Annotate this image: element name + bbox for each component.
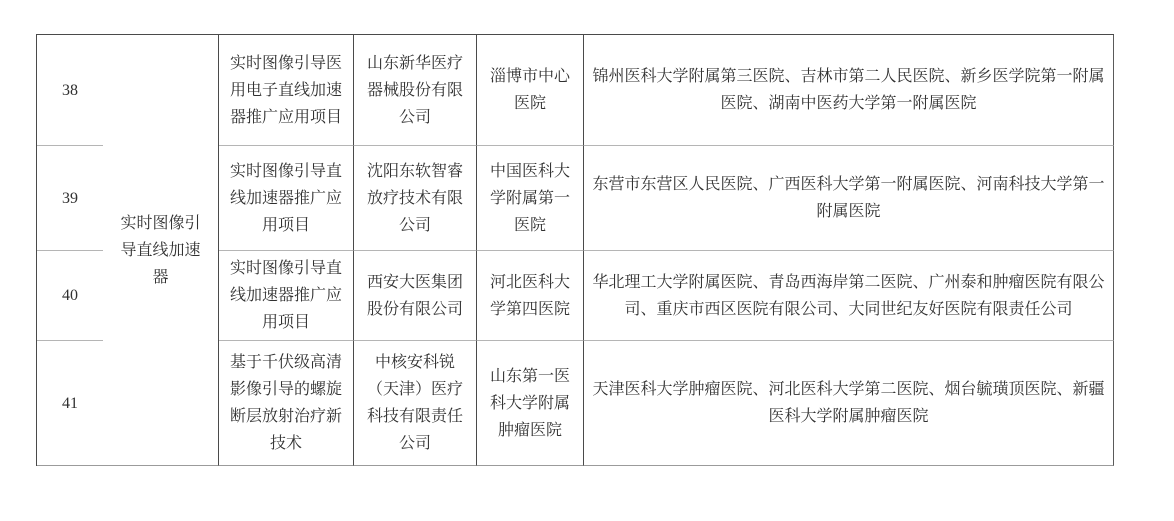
project-name-cell: 实时图像引导直线加速器推广应用项目 — [219, 146, 354, 251]
company-cell: 中核安科锐（天津）医疗科技有限责任公司 — [354, 341, 477, 466]
promotion-hospitals-cell: 天津医科大学肿瘤医院、河北医科大学第二医院、烟台毓璜顶医院、新疆医科大学附属肿瘤医院 — [584, 341, 1114, 466]
project-name-cell: 基于千伏级高清影像引导的螺旋断层放射治疗新技术 — [219, 341, 354, 466]
lead-hospital-cell: 河北医科大学第四医院 — [477, 251, 584, 341]
category-cell: 实时图像引导直线加速器 — [103, 35, 219, 466]
company-cell: 西安大医集团股份有限公司 — [354, 251, 477, 341]
company-cell: 山东新华医疗器械股份有限公司 — [354, 35, 477, 146]
promotion-hospitals-cell: 锦州医科大学附属第三医院、吉林市第二人民医院、新乡医学院第一附属医院、湖南中医药大学第一附属医院 — [584, 35, 1114, 146]
row-number: 40 — [37, 251, 103, 341]
table-row — [37, 35, 1114, 146]
lead-hospital-cell: 淄博市中心医院 — [477, 35, 584, 146]
lead-hospital-cell: 山东第一医科大学附属肿瘤医院 — [477, 341, 584, 466]
lead-hospital-cell: 中国医科大学附属第一医院 — [477, 146, 584, 251]
row-number: 39 — [37, 146, 103, 251]
project-name-cell: 实时图像引导直线加速器推广应用项目 — [219, 251, 354, 341]
promotion-hospitals-cell: 东营市东营区人民医院、广西医科大学第一附属医院、河南科技大学第一附属医院 — [584, 146, 1114, 251]
promotion-hospitals-cell: 华北理工大学附属医院、青岛西海岸第二医院、广州泰和肿瘤医院有限公司、重庆市西区医院有限公司、大同世纪友好医院有限责任公司 — [584, 251, 1114, 341]
company-cell: 沈阳东软智睿放疗技术有限公司 — [354, 146, 477, 251]
row-number: 41 — [37, 341, 103, 466]
row-number: 38 — [37, 35, 103, 146]
project-name-cell: 实时图像引导医用电子直线加速器推广应用项目 — [219, 35, 354, 146]
promotion-projects-table — [36, 34, 1114, 466]
